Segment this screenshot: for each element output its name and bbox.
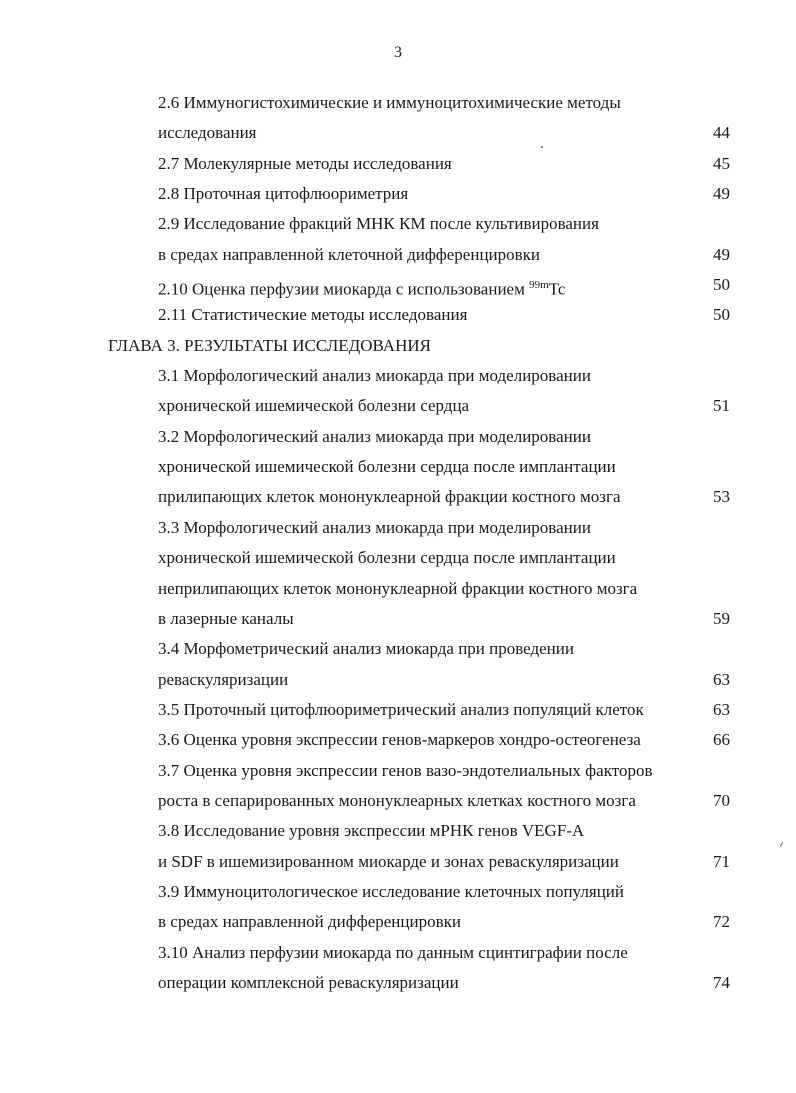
toc-entry-text bbox=[158, 391, 469, 421]
toc-entry-title: 3.7 Оценка уровня экспрессии генов вазо-эндотелиальных факторов bbox=[158, 760, 653, 780]
element-symbol: Tc bbox=[548, 279, 566, 299]
toc-entry-line bbox=[0, 968, 796, 998]
toc-entry-text bbox=[158, 907, 461, 937]
toc-entry-text bbox=[158, 240, 540, 270]
table-of-contents bbox=[0, 88, 796, 998]
toc-entry-line bbox=[0, 452, 796, 482]
toc-entry-title: 3.10 Анализ перфузии миокарда по данным сцинтиграфии после bbox=[158, 942, 628, 962]
toc-entry-line bbox=[0, 604, 796, 634]
toc-entry-title: 3.8 Исследование уровня экспрессии мРНК генов VEGF-A bbox=[158, 821, 585, 841]
toc-entry-text bbox=[158, 695, 644, 725]
toc-entry-line bbox=[0, 209, 796, 239]
toc-entry-title: 2.9 Исследование фракций МНК КМ после культивирования bbox=[158, 214, 599, 234]
toc-entry-line bbox=[0, 118, 796, 148]
toc-entry-title: 2.6 Иммуногистохимические и иммуноцитохимические методы bbox=[158, 93, 621, 112]
toc-entry-title: в лазерные каналы bbox=[158, 608, 294, 628]
toc-page-number: 72 bbox=[713, 912, 730, 932]
toc-entry-text bbox=[158, 604, 294, 634]
toc-entry-line bbox=[0, 756, 796, 786]
toc-entry-text bbox=[158, 725, 641, 755]
toc-page-number: 45 bbox=[713, 153, 730, 173]
toc-page-number: 51 bbox=[713, 396, 730, 416]
toc-entry-line bbox=[0, 907, 796, 937]
toc-entry-title: роста в сепарированных мононуклеарных клетках костного мозга bbox=[158, 790, 636, 810]
toc-page-number: 50 bbox=[713, 275, 730, 295]
toc-entry-title: операции комплексной реваскуляризации bbox=[158, 972, 459, 992]
scan-speck bbox=[541, 146, 543, 148]
toc-entry-title: 3.9 Иммуноцитологическое исследование клеточных популяций bbox=[158, 881, 624, 901]
toc-entry-title: 2.10 Оценка перфузии миокарда с использованием bbox=[158, 279, 530, 299]
toc-entry-text bbox=[158, 847, 619, 877]
toc-entry-title: в средах направленной дифференцировки bbox=[158, 912, 461, 932]
toc-entry-title: и SDF в ишемизированном миокарде и зонах реваскуляризации bbox=[158, 851, 619, 871]
toc-entry-title: хронической ишемической болезни сердца bbox=[158, 396, 470, 416]
toc-entry-line bbox=[0, 634, 796, 664]
toc-entry-text bbox=[158, 816, 584, 846]
toc-entry-line bbox=[0, 240, 796, 270]
page-number: 3 bbox=[394, 44, 402, 61]
toc-entry-text bbox=[158, 756, 653, 786]
toc-entry-line bbox=[0, 300, 796, 330]
toc-entry-line bbox=[0, 938, 796, 968]
toc-entry-title: прилипающих клеток мононуклеарной фракции костного мозга bbox=[158, 487, 621, 507]
toc-entry-line bbox=[0, 877, 796, 907]
toc-entry-text bbox=[158, 543, 616, 573]
toc-entry-text bbox=[158, 361, 591, 391]
toc-entry-text bbox=[158, 968, 459, 998]
toc-entry-title: в средах направленной клеточной дифференцировки bbox=[158, 244, 541, 264]
toc-page-number: 74 bbox=[713, 972, 730, 992]
toc-entry-line bbox=[0, 270, 796, 300]
toc-entry-text bbox=[108, 331, 431, 361]
toc-entry-text bbox=[158, 452, 616, 482]
toc-entry-text bbox=[158, 300, 467, 330]
isotope-superscript: 99m bbox=[529, 279, 549, 292]
toc-page-number: 50 bbox=[713, 305, 730, 325]
toc-entry-text bbox=[158, 118, 257, 148]
toc-entry-line bbox=[0, 665, 796, 695]
toc-entry-title: хронической ишемической болезни сердца после имплантации bbox=[158, 457, 616, 477]
toc-entry-title: ГЛАВА 3. РЕЗУЛЬТАТЫ ИССЛЕДОВАНИЯ bbox=[108, 335, 431, 355]
toc-page-number: 44 bbox=[713, 123, 730, 143]
toc-page-number: 49 bbox=[713, 184, 730, 204]
toc-entry-text bbox=[158, 179, 408, 209]
toc-entry-line bbox=[0, 847, 796, 877]
toc-entry-line bbox=[0, 391, 796, 421]
toc-entry-title: 3.4 Морфометрический анализ миокарда при проведении bbox=[158, 639, 574, 659]
toc-page-number: 53 bbox=[713, 487, 730, 507]
toc-entry-text bbox=[158, 665, 288, 695]
toc-entry-text bbox=[158, 88, 621, 118]
toc-entry-line bbox=[0, 513, 796, 543]
toc-entry-title: 3.2 Морфологический анализ миокарда при моделировании bbox=[158, 426, 591, 446]
toc-entry-title: реваскуляризации bbox=[158, 669, 289, 689]
toc-page-number: 71 bbox=[713, 851, 730, 871]
toc-entry-title: 2.11 Статистические методы исследования bbox=[158, 305, 468, 325]
toc-entry-text bbox=[158, 482, 621, 512]
toc-entry-title: 3.3 Морфологический анализ миокарда при моделировании bbox=[158, 517, 591, 537]
toc-entry-line bbox=[0, 422, 796, 452]
toc-entry-line bbox=[0, 816, 796, 846]
toc-page-number: 63 bbox=[713, 669, 730, 689]
toc-entry-line bbox=[0, 179, 796, 209]
toc-entry-text bbox=[158, 938, 628, 968]
toc-entry-text bbox=[158, 786, 636, 816]
toc-entry-line bbox=[0, 482, 796, 512]
toc-entry-text bbox=[158, 877, 624, 907]
toc-page-number: 49 bbox=[713, 244, 730, 264]
toc-entry-text bbox=[158, 634, 574, 664]
toc-page-number: 66 bbox=[713, 730, 730, 750]
toc-entry-line bbox=[0, 88, 796, 118]
toc-entry-title: 3.1 Морфологический анализ миокарда при моделировании bbox=[158, 366, 591, 386]
toc-entry-text bbox=[158, 574, 637, 604]
toc-entry-line bbox=[0, 543, 796, 573]
toc-entry-title: неприлипающих клеток мононуклеарной фракции костного мозга bbox=[158, 578, 638, 598]
toc-entry-line bbox=[0, 695, 796, 725]
toc-entry-title: исследования bbox=[158, 123, 257, 143]
toc-entry-text bbox=[158, 422, 591, 452]
toc-entry-title: 3.6 Оценка уровня экспрессии генов-маркеров хондро-остеогенеза bbox=[158, 730, 641, 750]
toc-entry-title: 3.5 Проточный цитофлюориметрический анализ популяций клеток bbox=[158, 699, 644, 719]
toc-entry-line bbox=[0, 149, 796, 179]
toc-page-number: 63 bbox=[713, 699, 730, 719]
toc-entry-line bbox=[0, 725, 796, 755]
toc-entry-title: 2.7 Молекулярные методы исследования bbox=[158, 153, 452, 173]
toc-entry-line bbox=[0, 361, 796, 391]
toc-entry-title: 2.8 Проточная цитофлюориметрия bbox=[158, 184, 409, 204]
toc-entry-title: хронической ишемической болезни сердца после имплантации bbox=[158, 548, 616, 568]
toc-entry-text bbox=[158, 149, 452, 179]
toc-entry-text bbox=[158, 209, 599, 239]
toc-entry-line bbox=[0, 786, 796, 816]
toc-chapter-heading bbox=[0, 331, 796, 361]
toc-page-number: 70 bbox=[713, 790, 730, 810]
toc-page-number: 59 bbox=[713, 608, 730, 628]
toc-entry-text bbox=[158, 513, 591, 543]
toc-entry-line bbox=[0, 574, 796, 604]
